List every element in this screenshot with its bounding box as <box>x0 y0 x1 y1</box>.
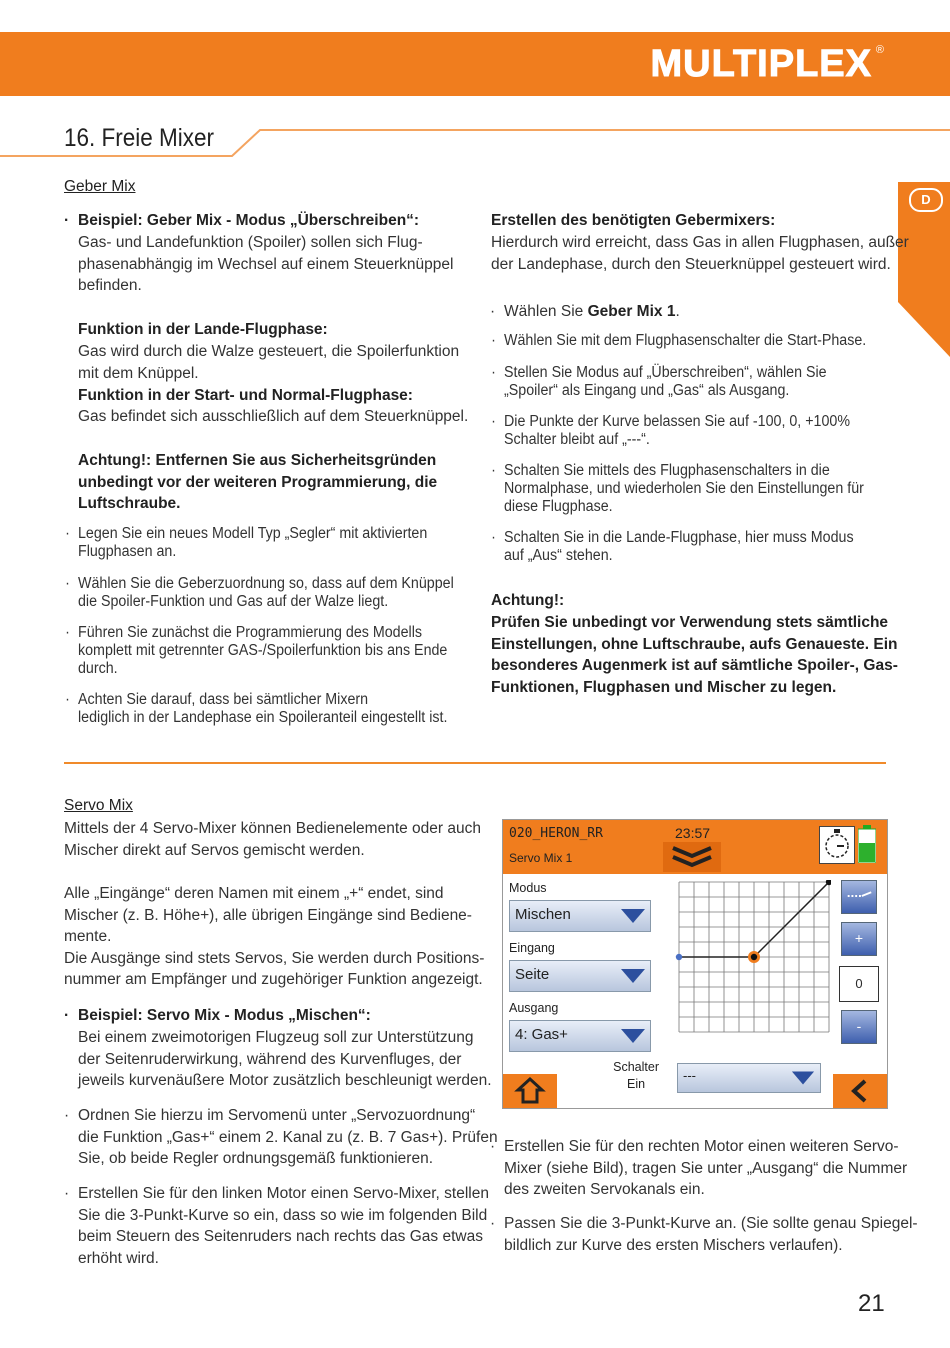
transmitter-screen <box>502 819 888 1109</box>
text-line: jeweils kurvenäußere Motor zusätzlich beschleunigt werden. <box>78 1072 492 1089</box>
section-divider <box>64 762 886 764</box>
safety-warning <box>78 450 437 515</box>
text-line: Schalter bleibt auf „---“. <box>504 431 650 448</box>
chevron-down-icon[interactable] <box>663 842 721 872</box>
mix-curve-graph[interactable] <box>675 880 831 1034</box>
list-item <box>504 413 850 449</box>
text-line: Mischer direkt auf Servos gemischt werden. <box>64 841 365 859</box>
check-warning-text <box>491 612 898 698</box>
text-line: · Legen Sie ein neues Modell Typ „Segler“ mit aktivierten <box>78 525 428 542</box>
back-button[interactable] <box>833 1074 887 1108</box>
servo-inputs-text <box>64 883 484 991</box>
home-icon <box>503 1074 557 1108</box>
check-warning-title: Achtung!: <box>491 592 565 609</box>
minus-button[interactable]: - <box>841 1010 877 1044</box>
lande-phase-title: Funktion in der Lande-Flugphase: <box>78 321 328 338</box>
dropdown-arrow-icon <box>618 963 648 989</box>
text-line: · Wählen Sie mit dem Flugphasenschalter die Start-Phase. <box>504 332 867 349</box>
screen-name: Servo Mix 1 <box>509 851 573 865</box>
eingang-select[interactable] <box>509 960 651 992</box>
list-item <box>78 525 427 561</box>
text-line: Hierdurch wird erreicht, dass Gas in allen Flugphasen, außer <box>491 234 909 251</box>
text-line: erhöht wird. <box>78 1249 159 1267</box>
back-arrow-icon <box>833 1074 887 1108</box>
text-line: · Erstellen Sie für den linken Motor einen Servo-Mixer, stellen <box>78 1185 489 1202</box>
list-item <box>504 462 864 516</box>
value-display: 0 <box>839 966 879 1002</box>
text-line: · Passen Sie die 3-Punkt-Kurve an. (Sie sollte genau Spiegel- <box>504 1215 918 1232</box>
list-item <box>504 332 866 350</box>
servo-example-title: · Beispiel: Servo Mix - Modus „Mischen“: <box>78 1005 371 1027</box>
text-line: nummer am Empfänger und zugehöriger Funktion angezeigt. <box>64 971 483 988</box>
list-item <box>78 1105 498 1170</box>
erstellen-title: Erstellen des benötigten Gebermixers: <box>491 212 776 229</box>
text-span: Wählen Sie <box>504 303 588 320</box>
list-item <box>504 364 827 400</box>
text-line: auf „Aus“ stehen. <box>504 547 613 564</box>
list-item <box>78 624 447 678</box>
model-name: 020_HERON_RR <box>509 826 603 841</box>
text-line: Flugphasen an. <box>78 543 177 560</box>
language-tab-label: D <box>909 188 943 212</box>
list-item <box>504 301 680 323</box>
text-line: beim Steuern des Seitenruders nach rechts das Gas etwas <box>78 1228 483 1245</box>
text-line: · Achten Sie darauf, dass bei sämtlicher Mixern <box>78 691 369 708</box>
text-line: Gas- und Landefunktion (Spoiler) sollen sich Flug- <box>78 234 423 251</box>
text-line: Sie, ob beide Regler ordnungsgemäß funktionieren. <box>78 1150 434 1167</box>
geber-example-title: · Beispiel: Geber Mix - Modus „Überschreiben“: <box>78 210 419 232</box>
text-line: · Erstellen Sie für den rechten Motor einen weiteren Servo- <box>504 1138 899 1155</box>
text-line: · Wählen Sie die Geberzuordnung so, dass auf dem Knüppel <box>78 575 454 592</box>
text-line: des zweiten Servokanals ein. <box>504 1181 705 1198</box>
curve-points <box>676 880 831 963</box>
eingang-label: Eingang <box>509 941 555 955</box>
text-line: der Landephase, durch den Steuerknüppel gesteuert wird. <box>491 255 891 273</box>
servo-intro <box>64 818 481 861</box>
dropdown-arrow-icon <box>788 1066 818 1090</box>
text-line: befinden. <box>78 277 142 294</box>
text-line: Mischer (z. B. Höhe+), alle übrigen Eingänge sind Bediene- <box>64 906 472 924</box>
schalter-select[interactable] <box>677 1063 821 1093</box>
text-span: . <box>675 303 680 320</box>
text-line: Einstellungen, ohne Luftschraube, aufs Genaueste. Ein <box>491 635 898 653</box>
plus-button[interactable]: + <box>841 922 877 956</box>
text-line: bildlich zur Kurve des ersten Mischers verlaufen). <box>504 1236 843 1254</box>
multiplex-logo: MULTIPLEX <box>650 43 872 85</box>
text-line: Gas wird durch die Walze gesteuert, die Spoilerfunktion <box>78 343 460 360</box>
text-line: mente. <box>64 928 112 945</box>
text-line: · Die Punkte der Kurve belassen Sie auf -100, 0, +100% <box>504 413 851 430</box>
curve-point[interactable] <box>751 954 757 960</box>
list-item <box>504 1136 907 1201</box>
schalter-value: --- <box>683 1068 696 1083</box>
list-item <box>504 1213 918 1256</box>
text-line: der Seitenruderwirkung, während des Kurvenfluges, der <box>78 1050 462 1068</box>
timer-icon[interactable] <box>819 826 855 864</box>
text-line: · Schalten Sie mittels des Flugphasenschalters in die <box>504 462 830 479</box>
schalter-state: Ein <box>627 1077 646 1091</box>
text-line: unbedingt vor der weiteren Programmierung, die <box>78 473 438 491</box>
schalter-label: Schalter <box>613 1060 659 1074</box>
dropdown-arrow-icon <box>618 903 648 929</box>
text-line: Luftschraube. <box>78 495 181 512</box>
list-item <box>78 1183 489 1269</box>
eingang-value: Seite <box>515 966 550 983</box>
registered-mark: ® <box>875 44 884 56</box>
list-item <box>78 691 447 727</box>
text-line: „Spoiler“ als Eingang und „Gas“ als Ausgang. <box>504 382 790 399</box>
text-line: lediglich in der Landephase ein Spoileranteil eingestellt ist. <box>78 709 448 726</box>
clock-time: 23:57 <box>675 825 711 841</box>
ausgang-label: Ausgang <box>509 1001 559 1015</box>
text-line: Sie die 3-Punkt-Kurve so ein, dass so wie im folgenden Bild <box>78 1206 488 1224</box>
text-line: phasenabhängig im Wechsel auf einem Steuerknüppel <box>78 255 454 273</box>
text-line: Bei einem zweimotorigen Flugzeug soll zur Unterstützung <box>78 1029 474 1046</box>
modus-label: Modus <box>509 881 547 895</box>
text-line: die Spoiler-Funktion und Gas auf der Walze liegt. <box>78 593 389 610</box>
ausgang-value: 4: Gas+ <box>515 1026 568 1043</box>
text-line: · Führen Sie zunächst die Programmierung des Modells <box>78 624 423 641</box>
start-phase-title: Funktion in der Start- und Normal-Flugphase: <box>78 387 413 404</box>
modus-select[interactable] <box>509 900 651 932</box>
dotted-arrow-icon <box>843 881 875 911</box>
list-item <box>504 529 854 565</box>
text-line: · Stellen Sie Modus auf „Überschreiben“, wählen Sie <box>504 364 827 381</box>
text-line: besonderes Augenmerk ist auf sämtliche Spoiler-, Gas- <box>491 657 898 674</box>
servo-example-text <box>78 1027 492 1092</box>
text-line: Mittels der 4 Servo-Mixer können Bedienelemente oder auch <box>64 820 482 837</box>
section-title: 16. Freie Mixer <box>64 124 215 152</box>
servo-mix-heading: Servo Mix <box>64 797 133 814</box>
erstellen-text <box>491 232 909 275</box>
text-line: komplett mit getrennter GAS-/Spoilerfunktion bis ans Ende <box>78 642 448 659</box>
geber-example-text <box>78 232 453 297</box>
text-line: die Funktion „Gas+“ einem 2. Kanal zu (z. B. 7 Gas+). Prüfen <box>78 1128 498 1146</box>
start-phase-text: Gas befindet sich ausschließlich auf dem Steuerknüppel. <box>78 408 469 425</box>
page-number: 21 <box>858 1290 885 1317</box>
geber-mix-1-label: Geber Mix 1 <box>587 303 676 320</box>
curve-point[interactable] <box>676 954 682 960</box>
text-line: Normalphase, und wiederholen Sie den Einstellungen für <box>504 480 864 497</box>
text-line: · Ordnen Sie hierzu im Servomenü unter „Servozuordnung“ <box>78 1107 476 1124</box>
home-button[interactable] <box>503 1074 557 1108</box>
text-line: durch. <box>78 660 118 677</box>
geber-mix-heading: Geber Mix <box>64 178 136 195</box>
text-line: · Schalten Sie in die Lande-Flugphase, hier muss Modus <box>504 529 854 546</box>
curve-point-select-button[interactable] <box>841 880 877 914</box>
text-line: Funktionen, Flugphasen und Mischer zu legen. <box>491 678 837 696</box>
ausgang-select[interactable] <box>509 1020 651 1052</box>
text-line: mit dem Knüppel. <box>78 364 199 382</box>
dropdown-arrow-icon <box>618 1023 648 1049</box>
text-line: diese Flugphase. <box>504 498 613 515</box>
list-item <box>78 575 454 611</box>
text-line: Achtung!: Entfernen Sie aus Sicherheitsgründen <box>78 452 437 469</box>
modus-value: Mischen <box>515 906 571 923</box>
text-line: Mixer (siehe Bild), tragen Sie unter „Ausgang“ die Nummer <box>504 1159 908 1177</box>
text-line: Die Ausgänge sind stets Servos, Sie werden durch Positions- <box>64 949 485 967</box>
text-line: Alle „Eingänge“ deren Namen mit einem „+“ endet, sind <box>64 885 444 902</box>
text-line: Prüfen Sie unbedingt vor Verwendung stets sämtliche <box>491 614 889 631</box>
battery-icon <box>858 825 876 863</box>
lande-phase-text <box>78 341 459 384</box>
